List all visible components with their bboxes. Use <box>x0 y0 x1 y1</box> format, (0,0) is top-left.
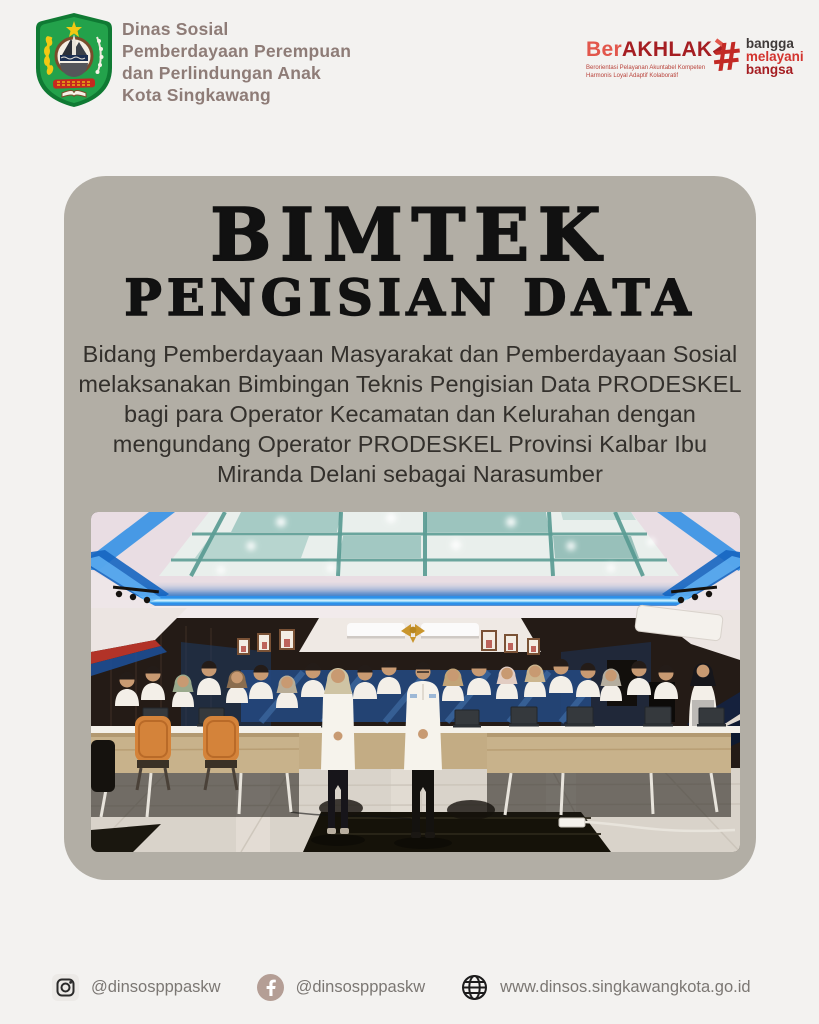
berakhlak-logo <box>586 38 716 80</box>
event-description: Bidang Pemberdayaan Masyarakat dan Pemberdayaan Sosial melaksanakan Bimbingan Teknis Pengisian Data PRODESKEL bagi para Operator Kecamatan dan Kelurahan dengan mengundang Operator PRODESKEL Provinsi Kalbar Ibu Miranda Delani sebagai Narasumber <box>78 341 742 488</box>
org-line: dan Perlindungan Anak <box>122 63 321 83</box>
berakhlak-tagline: Berorientasi Pelayanan Akuntabel Kompeten <box>586 65 706 71</box>
instagram-icon[interactable] <box>52 974 79 1001</box>
facebook-icon[interactable] <box>257 974 284 1001</box>
event-title: BIMTEK <box>210 192 610 277</box>
footer-social-bar <box>52 974 787 1001</box>
facebook-handle[interactable]: @dinsospppaskw <box>295 978 426 996</box>
org-line: Pemberdayaan Perempuan <box>122 41 352 61</box>
berakhlak-wordmark <box>586 38 716 62</box>
instagram-handle[interactable]: @dinsospppaskw <box>91 978 221 996</box>
berakhlak-prefix: Ber <box>586 38 622 61</box>
bangga-word: bangga <box>745 36 794 51</box>
event-photo <box>91 512 740 852</box>
berakhlak-tagline: Harmonis Loyal Adaptif Kolaboratif <box>586 73 679 79</box>
bangga-word: bangsa <box>745 62 794 77</box>
bangga-word: melayani <box>745 49 804 64</box>
bangga-melayani-bangsa-logo <box>708 32 804 81</box>
org-line: Kota Singkawang <box>122 85 271 105</box>
announcement-card <box>64 176 756 880</box>
hashtag-icon: # <box>708 32 746 81</box>
berakhlak-rest: AKHLAK <box>621 38 713 61</box>
org-line: Dinas Sosial <box>122 19 229 39</box>
website-url[interactable]: www.dinsos.singkawangkota.go.id <box>500 978 751 996</box>
singkawang-city-emblem-logo <box>33 11 115 110</box>
globe-icon[interactable] <box>461 974 488 1001</box>
org-name <box>122 18 351 106</box>
event-subtitle: PENGISIAN DATA <box>124 268 696 327</box>
